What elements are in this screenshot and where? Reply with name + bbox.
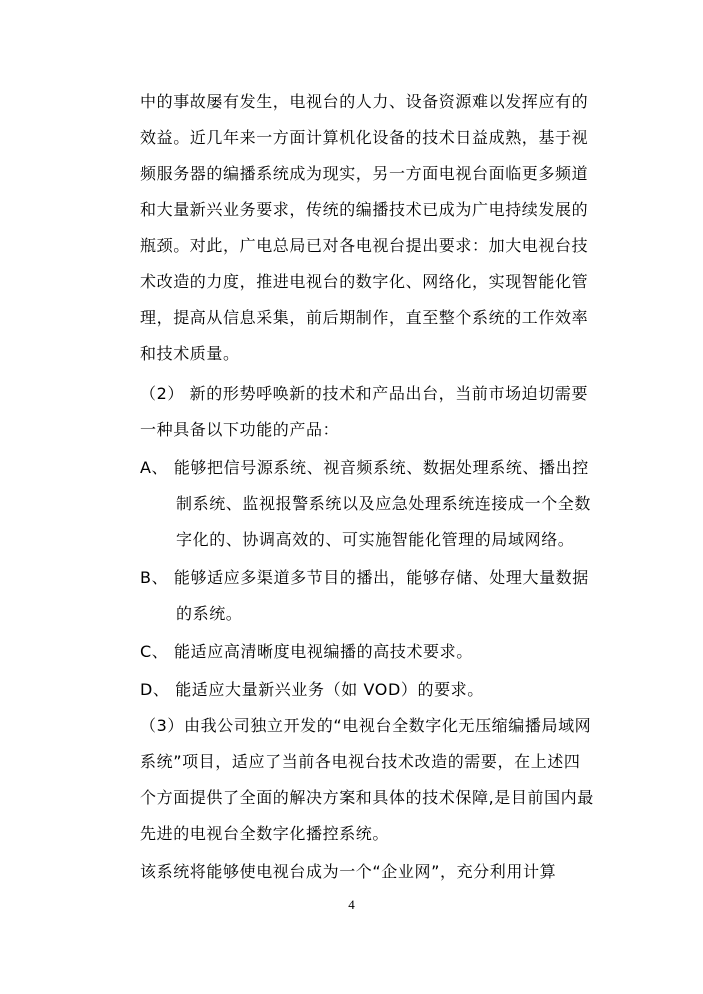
text-line: 该系统将能够使电视台成为一个“企业网”，充分利用计算: [140, 862, 557, 881]
text-line: 效益。近几年来一方面计算机化设备的技术日益成熟，基于视: [140, 128, 589, 147]
text-line: 术改造的力度，推进电视台的数字化、网络化，实现智能化管: [140, 272, 589, 291]
text-line: 个方面提供了全面的解决方案和具体的技术保障,是目前国内最: [140, 788, 594, 807]
text-line: 和大量新兴业务要求，传统的编播技术已成为广电持续发展的: [140, 200, 589, 219]
list-item-a: A、 能够把信号源系统、视音频系统、数据处理系统、播出控: [140, 458, 589, 477]
text-line: （3）由我公司独立开发的“电视台全数字化无压缩编播局域网: [140, 716, 592, 735]
text-line: 一种具备以下功能的产品：: [140, 420, 340, 439]
page-number: 4: [348, 897, 355, 912]
list-item-d: D、 能适应大量新兴业务（如 VOD）的要求。: [140, 680, 484, 699]
text-line: 中的事故屡有发生，电视台的人力、设备资源难以发挥应有的: [140, 92, 589, 111]
text-line: （2） 新的形势呼唤新的技术和产品出台，当前市场迫切需要: [140, 384, 589, 403]
list-item-c: C、 能适应高清晰度电视编播的高技术要求。: [140, 642, 473, 661]
text-line: 系统”项目，适应了当前各电视台技术改造的需要，在上述四: [140, 752, 581, 771]
text-line: 的系统。: [176, 604, 243, 623]
list-item-b: B、 能够适应多渠道多节目的播出，能够存储、处理大量数据: [140, 568, 589, 587]
text-line: 频服务器的编播系统成为现实，另一方面电视台面临更多频道: [140, 164, 589, 183]
text-line: 和技术质量。: [140, 344, 240, 363]
text-line: 瓶颈。对此，广电总局已对各电视台提出要求：加大电视台技: [140, 236, 589, 255]
text-line: 字化的、协调高效的、可实施智能化管理的局域网络。: [176, 530, 575, 549]
text-line: 理，提高从信息采集，前后期制作，直至整个系统的工作效率: [140, 308, 589, 327]
text-line: 制系统、监视报警系统以及应急处理系统连接成一个全数: [176, 494, 592, 513]
text-line: 先进的电视台全数字化播控系统。: [140, 824, 390, 843]
